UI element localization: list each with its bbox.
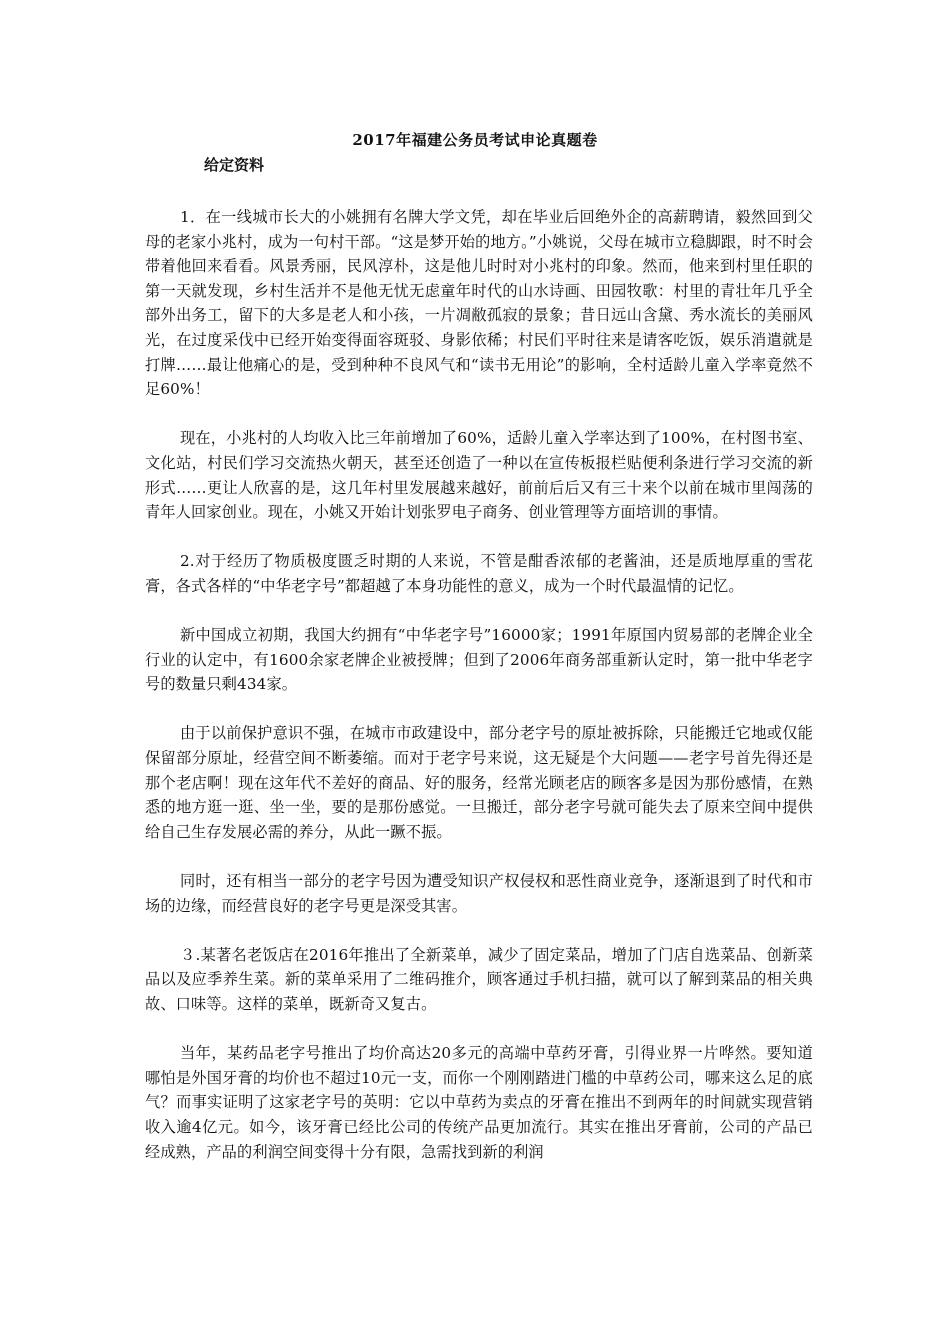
paragraph-3: 2.对于经历了物质极度匮乏时期的人来说，不管是酣香浓郁的老酱油，还是质地厚重的雪花膏，各式各样的“中华老字号”都超越了本身功能性的意义，成为一个时代最温情的记忆。 [145, 552, 813, 595]
document-title: 2017年福建公务员考试申论真题卷 [352, 131, 598, 149]
paragraph-6: 同时，还有相当一部分的老字号因为遭受知识产权侵权和恶性商业竞争，逐渐退到了时代和市场的边缘，而经营良好的老字号更是深受其害。 [145, 872, 813, 915]
section-heading: 给定资料 [204, 156, 265, 174]
paragraph-8: 当年，某药品老字号推出了均价高达20多元的高端中草药牙膏，引得业界一片哗然。要知道哪怕是外国牙膏的均价也不超过10元一支，而你一个刚刚踏进门槛的中草药公司，哪来这么足的底气？而事实证明了这家老字号的英明：它以中草药为卖点的牙膏在推出不到两年的时间就实现营销收入逾4亿元。如今，该牙膏已经比公司的传统产品更加流行。其实在推出牙膏前，公司的产品已经成熟，产品的利润空间变得十分有限，急需找到新的利润 [145, 1044, 813, 1161]
paragraph-1: 1．在一线城市长大的小姚拥有名牌大学文凭，却在毕业后回绝外企的高薪聘请，毅然回到父母的老家小兆村，成为一句村干部。“这是梦开始的地方。”小姚说，父母在城市立稳脚跟，时不时会带着他回来看看。风景秀丽，民风淳朴，这是他儿时时对小兆村的印象。然而，他来到村里任职的第一天就发现，乡村生活并不是他无忧无虑童年时代的山水诗画、田园牧歌：村里的青壮年几乎全部外出务工，留下的大多是老人和小孩，一片凋敝孤寂的景象；昔日远山含黛、秀水流长的美丽风光，在过度采伐中已经开始变得面容斑驳、身影依稀；村民们平时往来是请客吃饭，娱乐消遣就是打牌……最让他痛心的是，受到种种不良风气和“读书无用论”的影响，全村适龄儿童入学率竟然不足60%！ [145, 208, 813, 399]
paragraph-4: 新中国成立初期，我国大约拥有“中华老字号”16000家；1991年原国内贸易部的老牌企业全行业的认定中，有1600余家老牌企业被授牌；但到了2006年商务部重新认定时，第一批中华老字号的数量只剩434家。 [145, 626, 813, 694]
paragraph-2: 现在，小兆村的人均收入比三年前增加了60%，适龄儿童入学率达到了100%，在村图书室、文化站，村民们学习交流热火朝天，甚至还创造了一种以在宣传板报栏贴便利条进行学习交流的新形式……更让人欣喜的是，这几年村里发展越来越好，前前后后又有三十来个以前在城市里闯荡的青年人回家创业。现在，小姚又开始计划张罗电子商务、创业管理等方面培训的事情。 [145, 429, 813, 522]
paragraph-7: ３.某著名老饭店在2016年推出了全新菜单，减少了固定菜品，增加了门店自选菜品、创新菜品以及应季养生菜。新的菜单采用了二维码推介，顾客通过手机扫描，就可以了解到菜品的相关典故、口味等。这样的菜单，既新奇又复古。 [145, 945, 813, 1013]
document-body [145, 205, 813, 1189]
paragraph-5: 由于以前保护意识不强，在城市市政建设中，部分老字号的原址被拆除，只能搬迁它地或仅能保留部分原址，经营空间不断萎缩。而对于老字号来说，这无疑是个大问题——老字号首先得还是那个老店啊！现在这年代不差好的商品、好的服务，经常光顾老店的顾客多是因为那份感情，在熟悉的地方逛一逛、坐一坐，要的是那份感觉。一旦搬迁，部分老字号就可能失去了原来空间中提供给自己生存发展必需的养分，从此一蹶不振。 [145, 724, 813, 841]
